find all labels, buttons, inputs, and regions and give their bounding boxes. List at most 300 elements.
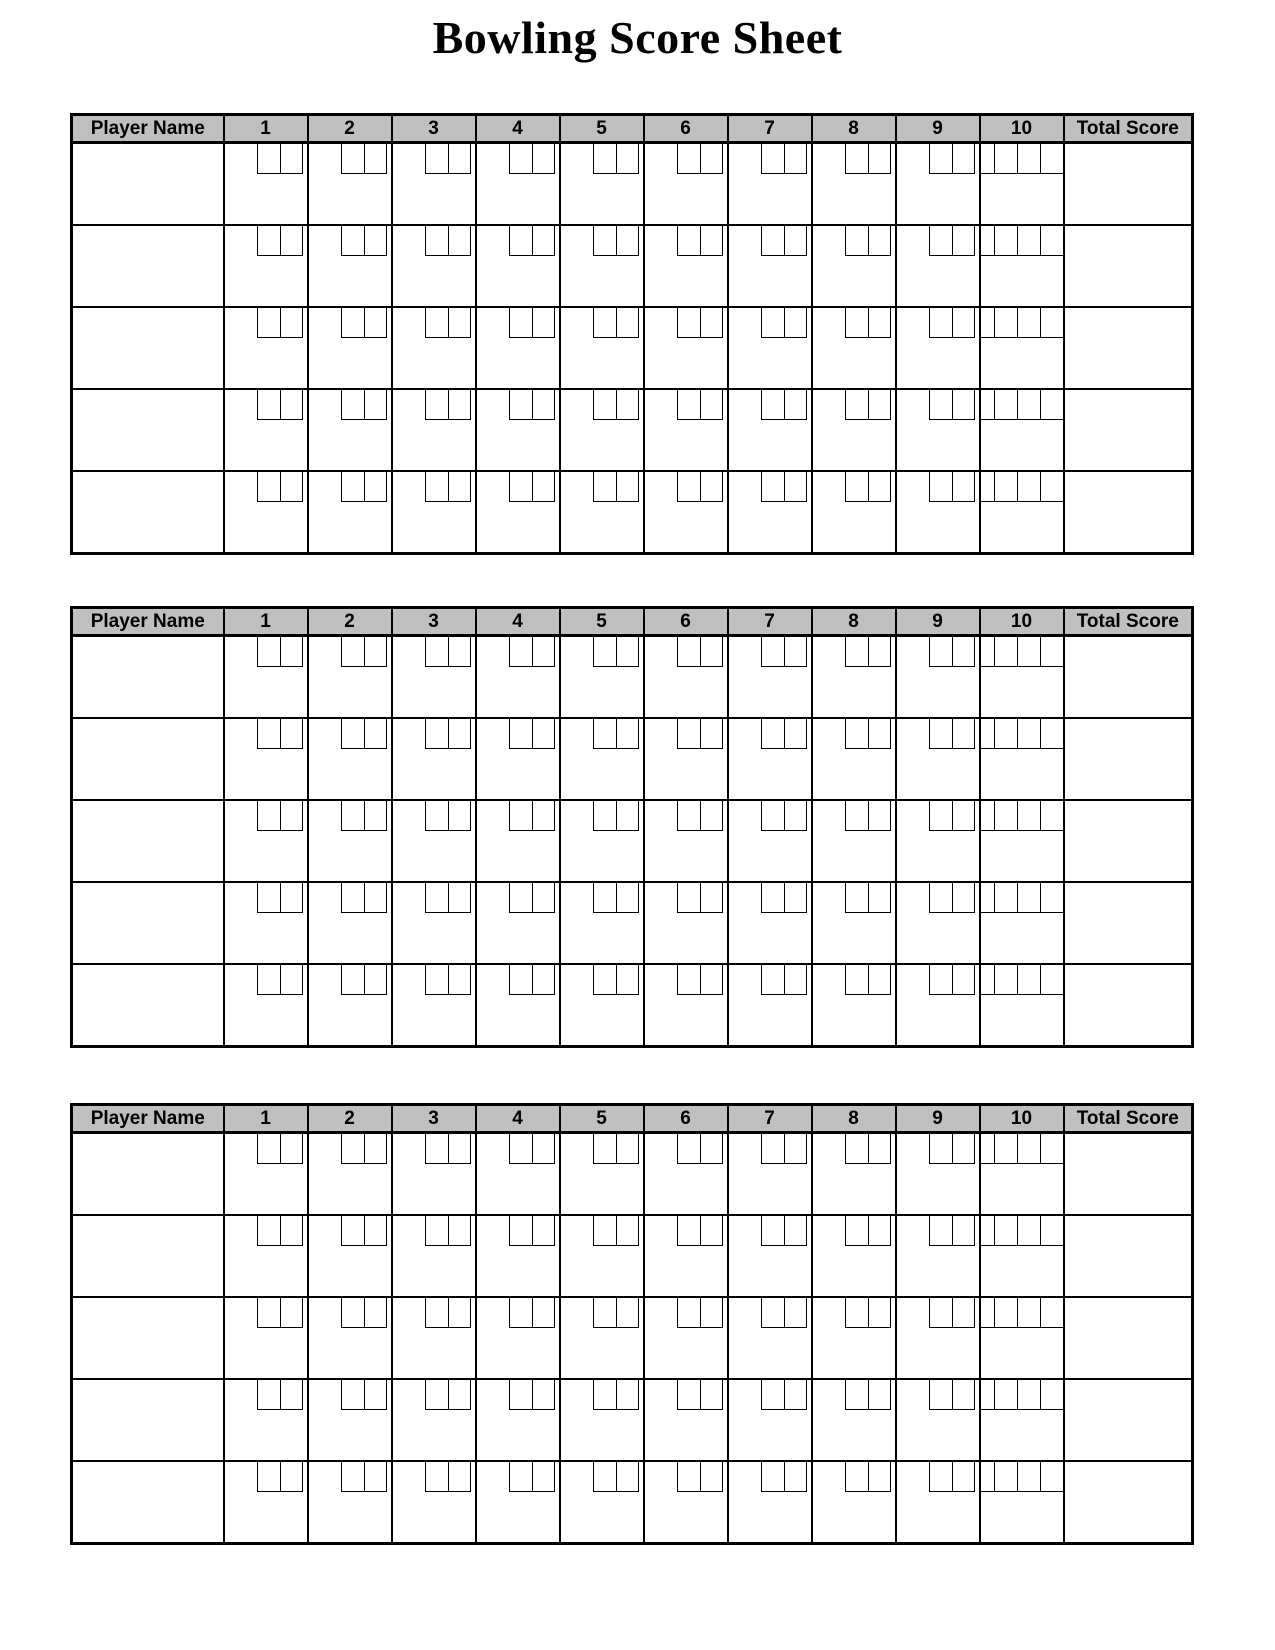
throw-box[interactable] xyxy=(784,801,807,831)
throw-box[interactable] xyxy=(532,637,555,667)
throw-box[interactable] xyxy=(616,226,639,256)
throw-box[interactable] xyxy=(509,801,532,831)
total-score-cell[interactable] xyxy=(1064,1133,1193,1216)
throw-box[interactable] xyxy=(341,965,364,995)
throw-box[interactable] xyxy=(257,1134,280,1164)
throw-box[interactable] xyxy=(593,801,616,831)
throw-box[interactable] xyxy=(448,390,471,420)
throw-box[interactable] xyxy=(952,1216,975,1246)
throw-box[interactable] xyxy=(929,637,952,667)
throw-box[interactable] xyxy=(448,965,471,995)
throw-box[interactable] xyxy=(448,472,471,502)
throw-box[interactable] xyxy=(364,637,387,667)
throw-box[interactable] xyxy=(700,883,723,913)
throw-box[interactable] xyxy=(1040,719,1063,749)
total-score-cell[interactable] xyxy=(1064,1215,1193,1297)
throw-box[interactable] xyxy=(845,472,868,502)
throw-box[interactable] xyxy=(994,637,1017,667)
throw-box[interactable] xyxy=(593,1216,616,1246)
throw-box[interactable] xyxy=(845,390,868,420)
throw-box[interactable] xyxy=(616,719,639,749)
throw-box[interactable] xyxy=(952,1134,975,1164)
throw-box[interactable] xyxy=(1017,801,1040,831)
throw-box[interactable] xyxy=(1040,883,1063,913)
throw-box[interactable] xyxy=(929,1380,952,1410)
throw-box[interactable] xyxy=(532,226,555,256)
throw-box[interactable] xyxy=(761,637,784,667)
throw-box[interactable] xyxy=(1017,1298,1040,1328)
throw-box[interactable] xyxy=(677,1298,700,1328)
throw-box[interactable] xyxy=(509,144,532,174)
throw-box[interactable] xyxy=(593,1134,616,1164)
throw-box[interactable] xyxy=(593,472,616,502)
throw-box[interactable] xyxy=(532,1462,555,1492)
throw-box[interactable] xyxy=(509,965,532,995)
player-name-cell[interactable] xyxy=(72,471,224,554)
throw-box[interactable] xyxy=(761,1216,784,1246)
throw-box[interactable] xyxy=(952,144,975,174)
total-score-cell[interactable] xyxy=(1064,882,1193,964)
throw-box[interactable] xyxy=(994,801,1017,831)
throw-box[interactable] xyxy=(425,1298,448,1328)
throw-box[interactable] xyxy=(364,1462,387,1492)
total-score-cell[interactable] xyxy=(1064,800,1193,882)
throw-box[interactable] xyxy=(677,637,700,667)
throw-box[interactable] xyxy=(341,226,364,256)
total-score-cell[interactable] xyxy=(1064,307,1193,389)
throw-box[interactable] xyxy=(509,308,532,338)
total-score-cell[interactable] xyxy=(1064,471,1193,554)
throw-box[interactable] xyxy=(677,801,700,831)
throw-box[interactable] xyxy=(994,719,1017,749)
throw-box[interactable] xyxy=(616,1216,639,1246)
throw-box[interactable] xyxy=(1017,883,1040,913)
throw-box[interactable] xyxy=(532,472,555,502)
throw-box[interactable] xyxy=(868,883,891,913)
player-name-cell[interactable] xyxy=(72,636,224,719)
throw-box[interactable] xyxy=(784,1216,807,1246)
throw-box[interactable] xyxy=(677,308,700,338)
throw-box[interactable] xyxy=(509,1134,532,1164)
throw-box[interactable] xyxy=(1017,472,1040,502)
throw-box[interactable] xyxy=(929,1462,952,1492)
throw-box[interactable] xyxy=(616,390,639,420)
throw-box[interactable] xyxy=(1017,1462,1040,1492)
throw-box[interactable] xyxy=(677,1462,700,1492)
throw-box[interactable] xyxy=(784,1134,807,1164)
throw-box[interactable] xyxy=(700,1298,723,1328)
throw-box[interactable] xyxy=(784,144,807,174)
throw-box[interactable] xyxy=(280,226,303,256)
throw-box[interactable] xyxy=(929,1134,952,1164)
throw-box[interactable] xyxy=(784,1380,807,1410)
throw-box[interactable] xyxy=(341,1380,364,1410)
throw-box[interactable] xyxy=(616,1380,639,1410)
throw-box[interactable] xyxy=(868,390,891,420)
throw-box[interactable] xyxy=(364,226,387,256)
throw-box[interactable] xyxy=(532,308,555,338)
total-score-cell[interactable] xyxy=(1064,1379,1193,1461)
throw-box[interactable] xyxy=(700,308,723,338)
throw-box[interactable] xyxy=(761,226,784,256)
throw-box[interactable] xyxy=(509,637,532,667)
throw-box[interactable] xyxy=(341,801,364,831)
throw-box[interactable] xyxy=(532,801,555,831)
throw-box[interactable] xyxy=(257,1298,280,1328)
throw-box[interactable] xyxy=(700,1380,723,1410)
throw-box[interactable] xyxy=(509,226,532,256)
throw-box[interactable] xyxy=(1040,144,1063,174)
throw-box[interactable] xyxy=(364,883,387,913)
throw-box[interactable] xyxy=(616,1134,639,1164)
throw-box[interactable] xyxy=(532,1380,555,1410)
throw-box[interactable] xyxy=(868,472,891,502)
throw-box[interactable] xyxy=(677,1216,700,1246)
throw-box[interactable] xyxy=(868,226,891,256)
throw-box[interactable] xyxy=(761,1298,784,1328)
throw-box[interactable] xyxy=(341,1216,364,1246)
player-name-cell[interactable] xyxy=(72,718,224,800)
throw-box[interactable] xyxy=(257,144,280,174)
throw-box[interactable] xyxy=(677,883,700,913)
throw-box[interactable] xyxy=(448,1462,471,1492)
throw-box[interactable] xyxy=(364,1380,387,1410)
throw-box[interactable] xyxy=(677,472,700,502)
throw-box[interactable] xyxy=(700,1462,723,1492)
throw-box[interactable] xyxy=(952,719,975,749)
total-score-cell[interactable] xyxy=(1064,225,1193,307)
throw-box[interactable] xyxy=(677,144,700,174)
throw-box[interactable] xyxy=(257,801,280,831)
player-name-cell[interactable] xyxy=(72,1461,224,1544)
throw-box[interactable] xyxy=(994,390,1017,420)
throw-box[interactable] xyxy=(532,144,555,174)
throw-box[interactable] xyxy=(784,719,807,749)
throw-box[interactable] xyxy=(952,472,975,502)
throw-box[interactable] xyxy=(425,144,448,174)
throw-box[interactable] xyxy=(593,883,616,913)
throw-box[interactable] xyxy=(784,226,807,256)
throw-box[interactable] xyxy=(1040,1462,1063,1492)
throw-box[interactable] xyxy=(257,308,280,338)
throw-box[interactable] xyxy=(677,1380,700,1410)
throw-box[interactable] xyxy=(994,1134,1017,1164)
throw-box[interactable] xyxy=(425,390,448,420)
throw-box[interactable] xyxy=(784,308,807,338)
throw-box[interactable] xyxy=(425,308,448,338)
throw-box[interactable] xyxy=(845,1134,868,1164)
throw-box[interactable] xyxy=(700,719,723,749)
throw-box[interactable] xyxy=(593,1462,616,1492)
throw-box[interactable] xyxy=(280,637,303,667)
throw-box[interactable] xyxy=(593,390,616,420)
throw-box[interactable] xyxy=(341,637,364,667)
throw-box[interactable] xyxy=(425,801,448,831)
throw-box[interactable] xyxy=(761,1462,784,1492)
throw-box[interactable] xyxy=(761,1134,784,1164)
throw-box[interactable] xyxy=(929,390,952,420)
throw-box[interactable] xyxy=(257,1380,280,1410)
throw-box[interactable] xyxy=(700,472,723,502)
throw-box[interactable] xyxy=(593,965,616,995)
throw-box[interactable] xyxy=(784,637,807,667)
throw-box[interactable] xyxy=(257,472,280,502)
throw-box[interactable] xyxy=(784,390,807,420)
throw-box[interactable] xyxy=(1040,390,1063,420)
throw-box[interactable] xyxy=(425,472,448,502)
throw-box[interactable] xyxy=(845,1298,868,1328)
throw-box[interactable] xyxy=(532,1216,555,1246)
player-name-cell[interactable] xyxy=(72,800,224,882)
throw-box[interactable] xyxy=(952,308,975,338)
throw-box[interactable] xyxy=(280,390,303,420)
throw-box[interactable] xyxy=(425,1462,448,1492)
throw-box[interactable] xyxy=(700,1134,723,1164)
throw-box[interactable] xyxy=(448,1298,471,1328)
throw-box[interactable] xyxy=(677,390,700,420)
throw-box[interactable] xyxy=(616,883,639,913)
throw-box[interactable] xyxy=(952,801,975,831)
throw-box[interactable] xyxy=(257,719,280,749)
throw-box[interactable] xyxy=(1040,1134,1063,1164)
throw-box[interactable] xyxy=(257,1216,280,1246)
throw-box[interactable] xyxy=(364,719,387,749)
player-name-cell[interactable] xyxy=(72,1133,224,1216)
total-score-cell[interactable] xyxy=(1064,389,1193,471)
throw-box[interactable] xyxy=(364,472,387,502)
throw-box[interactable] xyxy=(845,719,868,749)
throw-box[interactable] xyxy=(532,965,555,995)
throw-box[interactable] xyxy=(700,390,723,420)
throw-box[interactable] xyxy=(509,390,532,420)
throw-box[interactable] xyxy=(509,719,532,749)
total-score-cell[interactable] xyxy=(1064,718,1193,800)
throw-box[interactable] xyxy=(425,1380,448,1410)
throw-box[interactable] xyxy=(761,719,784,749)
throw-box[interactable] xyxy=(280,1216,303,1246)
throw-box[interactable] xyxy=(868,308,891,338)
throw-box[interactable] xyxy=(784,883,807,913)
throw-box[interactable] xyxy=(1017,1380,1040,1410)
throw-box[interactable] xyxy=(280,719,303,749)
throw-box[interactable] xyxy=(364,801,387,831)
throw-box[interactable] xyxy=(784,472,807,502)
throw-box[interactable] xyxy=(341,719,364,749)
throw-box[interactable] xyxy=(280,1462,303,1492)
throw-box[interactable] xyxy=(448,1216,471,1246)
throw-box[interactable] xyxy=(448,144,471,174)
throw-box[interactable] xyxy=(952,637,975,667)
throw-box[interactable] xyxy=(868,719,891,749)
throw-box[interactable] xyxy=(845,144,868,174)
throw-box[interactable] xyxy=(700,801,723,831)
throw-box[interactable] xyxy=(280,472,303,502)
throw-box[interactable] xyxy=(994,883,1017,913)
throw-box[interactable] xyxy=(364,1134,387,1164)
throw-box[interactable] xyxy=(280,1298,303,1328)
throw-box[interactable] xyxy=(593,1380,616,1410)
throw-box[interactable] xyxy=(341,1462,364,1492)
throw-box[interactable] xyxy=(280,1134,303,1164)
throw-box[interactable] xyxy=(364,965,387,995)
total-score-cell[interactable] xyxy=(1064,143,1193,226)
throw-box[interactable] xyxy=(761,965,784,995)
throw-box[interactable] xyxy=(425,226,448,256)
throw-box[interactable] xyxy=(593,144,616,174)
throw-box[interactable] xyxy=(845,883,868,913)
throw-box[interactable] xyxy=(616,1298,639,1328)
throw-box[interactable] xyxy=(994,1380,1017,1410)
throw-box[interactable] xyxy=(700,1216,723,1246)
throw-box[interactable] xyxy=(425,719,448,749)
throw-box[interactable] xyxy=(994,965,1017,995)
total-score-cell[interactable] xyxy=(1064,636,1193,719)
throw-box[interactable] xyxy=(1017,144,1040,174)
throw-box[interactable] xyxy=(929,226,952,256)
throw-box[interactable] xyxy=(257,637,280,667)
throw-box[interactable] xyxy=(761,144,784,174)
throw-box[interactable] xyxy=(1040,1216,1063,1246)
throw-box[interactable] xyxy=(868,144,891,174)
throw-box[interactable] xyxy=(994,226,1017,256)
throw-box[interactable] xyxy=(784,965,807,995)
throw-box[interactable] xyxy=(952,226,975,256)
throw-box[interactable] xyxy=(364,390,387,420)
throw-box[interactable] xyxy=(784,1462,807,1492)
throw-box[interactable] xyxy=(845,1462,868,1492)
throw-box[interactable] xyxy=(364,1298,387,1328)
throw-box[interactable] xyxy=(341,472,364,502)
throw-box[interactable] xyxy=(616,637,639,667)
throw-box[interactable] xyxy=(593,1298,616,1328)
throw-box[interactable] xyxy=(952,1298,975,1328)
throw-box[interactable] xyxy=(1040,472,1063,502)
throw-box[interactable] xyxy=(341,308,364,338)
player-name-cell[interactable] xyxy=(72,389,224,471)
throw-box[interactable] xyxy=(257,390,280,420)
throw-box[interactable] xyxy=(1017,308,1040,338)
throw-box[interactable] xyxy=(509,472,532,502)
throw-box[interactable] xyxy=(593,308,616,338)
throw-box[interactable] xyxy=(532,1134,555,1164)
throw-box[interactable] xyxy=(532,390,555,420)
throw-box[interactable] xyxy=(509,883,532,913)
throw-box[interactable] xyxy=(616,308,639,338)
throw-box[interactable] xyxy=(929,472,952,502)
throw-box[interactable] xyxy=(257,1462,280,1492)
throw-box[interactable] xyxy=(994,1216,1017,1246)
throw-box[interactable] xyxy=(700,637,723,667)
throw-box[interactable] xyxy=(952,1380,975,1410)
throw-box[interactable] xyxy=(257,226,280,256)
throw-box[interactable] xyxy=(593,637,616,667)
throw-box[interactable] xyxy=(341,390,364,420)
throw-box[interactable] xyxy=(448,1380,471,1410)
throw-box[interactable] xyxy=(761,801,784,831)
throw-box[interactable] xyxy=(616,144,639,174)
throw-box[interactable] xyxy=(616,1462,639,1492)
throw-box[interactable] xyxy=(341,144,364,174)
throw-box[interactable] xyxy=(1040,1380,1063,1410)
throw-box[interactable] xyxy=(700,965,723,995)
throw-box[interactable] xyxy=(1040,637,1063,667)
throw-box[interactable] xyxy=(761,472,784,502)
throw-box[interactable] xyxy=(280,801,303,831)
throw-box[interactable] xyxy=(257,883,280,913)
throw-box[interactable] xyxy=(1017,965,1040,995)
throw-box[interactable] xyxy=(1017,1216,1040,1246)
throw-box[interactable] xyxy=(700,226,723,256)
throw-box[interactable] xyxy=(845,226,868,256)
throw-box[interactable] xyxy=(929,883,952,913)
total-score-cell[interactable] xyxy=(1064,1297,1193,1379)
throw-box[interactable] xyxy=(845,637,868,667)
throw-box[interactable] xyxy=(700,144,723,174)
throw-box[interactable] xyxy=(341,1134,364,1164)
throw-box[interactable] xyxy=(677,1134,700,1164)
throw-box[interactable] xyxy=(341,1298,364,1328)
player-name-cell[interactable] xyxy=(72,225,224,307)
throw-box[interactable] xyxy=(929,719,952,749)
throw-box[interactable] xyxy=(868,637,891,667)
throw-box[interactable] xyxy=(448,801,471,831)
player-name-cell[interactable] xyxy=(72,964,224,1047)
throw-box[interactable] xyxy=(994,472,1017,502)
throw-box[interactable] xyxy=(929,1216,952,1246)
throw-box[interactable] xyxy=(1017,719,1040,749)
total-score-cell[interactable] xyxy=(1064,1461,1193,1544)
throw-box[interactable] xyxy=(616,801,639,831)
throw-box[interactable] xyxy=(677,719,700,749)
throw-box[interactable] xyxy=(448,1134,471,1164)
throw-box[interactable] xyxy=(868,1298,891,1328)
throw-box[interactable] xyxy=(509,1216,532,1246)
throw-box[interactable] xyxy=(1040,801,1063,831)
throw-box[interactable] xyxy=(1017,1134,1040,1164)
throw-box[interactable] xyxy=(994,1462,1017,1492)
throw-box[interactable] xyxy=(952,390,975,420)
throw-box[interactable] xyxy=(448,719,471,749)
throw-box[interactable] xyxy=(929,965,952,995)
player-name-cell[interactable] xyxy=(72,882,224,964)
throw-box[interactable] xyxy=(677,226,700,256)
throw-box[interactable] xyxy=(532,883,555,913)
throw-box[interactable] xyxy=(868,801,891,831)
throw-box[interactable] xyxy=(425,1134,448,1164)
throw-box[interactable] xyxy=(845,308,868,338)
throw-box[interactable] xyxy=(448,883,471,913)
throw-box[interactable] xyxy=(532,1298,555,1328)
throw-box[interactable] xyxy=(929,1298,952,1328)
throw-box[interactable] xyxy=(509,1380,532,1410)
throw-box[interactable] xyxy=(994,144,1017,174)
throw-box[interactable] xyxy=(994,1298,1017,1328)
total-score-cell[interactable] xyxy=(1064,964,1193,1047)
throw-box[interactable] xyxy=(364,1216,387,1246)
player-name-cell[interactable] xyxy=(72,1297,224,1379)
throw-box[interactable] xyxy=(952,883,975,913)
player-name-cell[interactable] xyxy=(72,1379,224,1461)
throw-box[interactable] xyxy=(280,1380,303,1410)
throw-box[interactable] xyxy=(593,719,616,749)
throw-box[interactable] xyxy=(257,965,280,995)
throw-box[interactable] xyxy=(1017,637,1040,667)
throw-box[interactable] xyxy=(761,1380,784,1410)
throw-box[interactable] xyxy=(425,1216,448,1246)
throw-box[interactable] xyxy=(532,719,555,749)
throw-box[interactable] xyxy=(845,1216,868,1246)
throw-box[interactable] xyxy=(509,1462,532,1492)
